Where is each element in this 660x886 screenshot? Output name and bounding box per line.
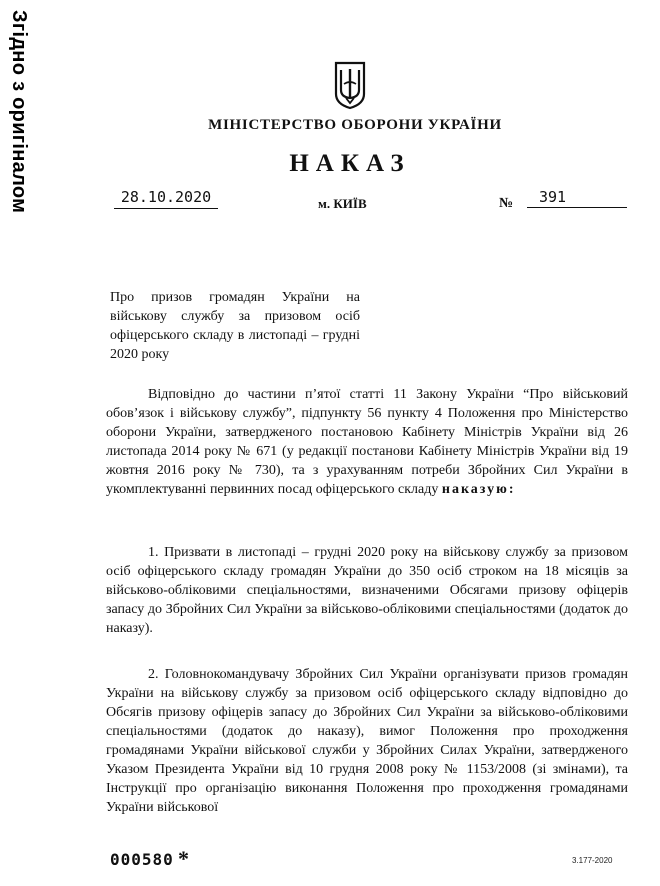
order-number: 391: [527, 188, 627, 208]
paragraph-2: 2. Головнокомандувачу Збройних Сил України організувати призов громадян України на військову службу за призовом осіб офіцерського складу відповідно до Обсягів призову офіцерів запасу до Збройних Сил України за військово-обліковими спеціальностями (додаток до наказу), вимог Положення про проходження громадянами України військової служби у Збройних Силах України, затвердженого Указом Президента України від 10 грудня 2008 року № 1153/2008 (зі змінами), та Інструкції про організацію виконання Положення про проходження громадянами України військової: [106, 667, 628, 815]
number-sign: №: [499, 196, 514, 211]
certification-stamp: Згідно з оригіналом: [8, 10, 30, 214]
preamble-paragraph: [106, 385, 628, 499]
preamble-text: Відповідно до частини п’ятої статті 11 Закону України “Про військовий обов’язок і військову службу”, підпункту 56 пункту 4 Положення про Міністерство оборони України, затвердженого постановою Кабінету Міністрів України від 26 листопада 2014 року № 671 (у редакції постанови Кабінету Міністрів України від 19 жовтня 2016 року № 730), та з урахуванням потреби Збройних Сил України в укомплектуванні первинних посад офіцерського складу: [106, 387, 628, 497]
trident-emblem-icon: [330, 60, 370, 110]
document-type-title: НАКАЗ: [289, 150, 411, 177]
ministry-name: МІНІСТЕРСТВО ОБОРОНИ УКРАЇНИ: [208, 117, 502, 133]
serial-mark: *: [178, 846, 189, 871]
order-date: 28.10.2020: [114, 188, 218, 209]
order-city: м. КИЇВ: [318, 196, 367, 211]
form-code: 3.177-2020: [572, 856, 613, 865]
paragraph-1: 1. Призвати в листопаді – грудні 2020 року на військову службу за призовом осіб офіцерського складу громадян України до 350 осіб строком на 18 місяців за військово-обліковими спеціальностями, визначеними Обсягами призову офіцерів запасу до Збройних Сил України за військово-обліковими спеціальностями (додаток до наказу).: [106, 545, 628, 636]
order-subject: Про призов громадян України на військову службу за призовом осіб офіцерського складу в листопаді – грудні 2020 року: [110, 290, 360, 362]
serial-number: 000580: [110, 850, 174, 869]
order-word: наказую:: [441, 482, 516, 497]
